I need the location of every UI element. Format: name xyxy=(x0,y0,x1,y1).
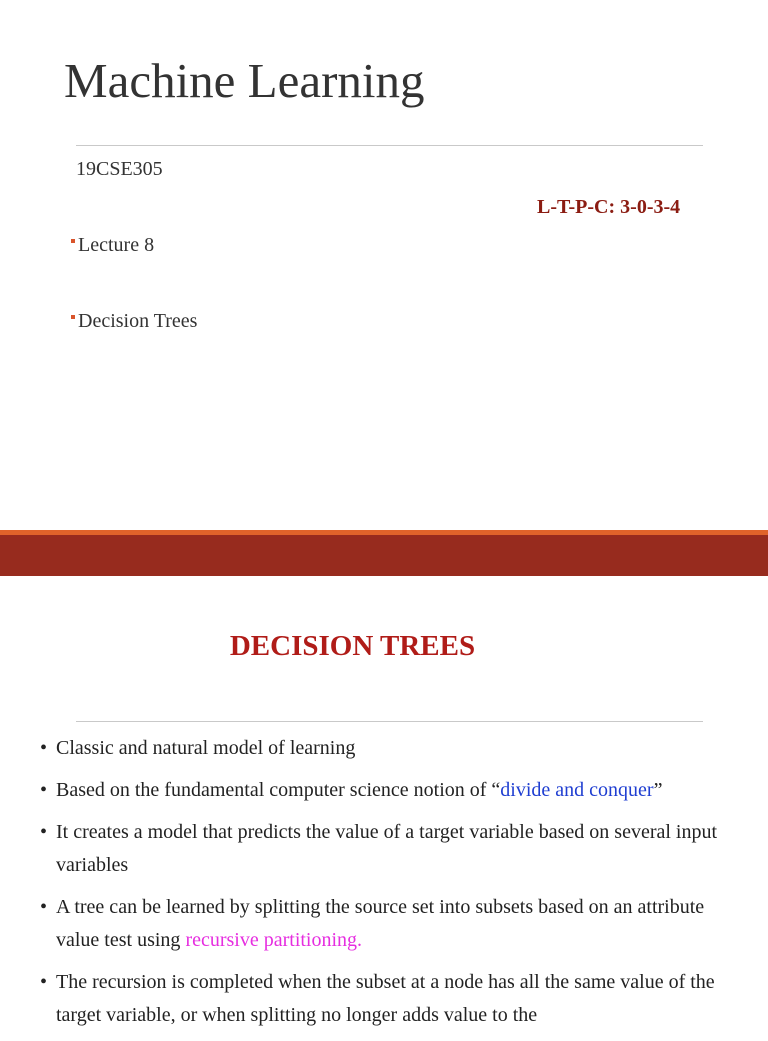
item-text: It creates a model that predicts the value of a target variable based on several input variables xyxy=(56,821,718,876)
slide2-bullet-list xyxy=(40,732,730,1041)
separator-bar-thick xyxy=(0,535,768,576)
bullet-dot-icon: • xyxy=(40,971,48,993)
slide1-bullet-topic xyxy=(71,310,197,333)
item-text-end: ” xyxy=(653,779,663,801)
item-text: Based on the fundamental computer science notion of “ xyxy=(56,779,501,801)
title-divider xyxy=(76,145,703,146)
highlight-recursive-partitioning: recursive partitioning. xyxy=(185,929,363,951)
bullet-dot-icon: • xyxy=(40,821,48,843)
item-text: The recursion is completed when the subset at a node has all the same value of the target variable, or when splitting no longer adds value to the xyxy=(56,971,715,1026)
slide-title: Machine Learning xyxy=(64,53,425,108)
bullet-text: Lecture 8 xyxy=(78,234,155,256)
bullet-dot-icon: • xyxy=(40,779,48,801)
bullet-dot-icon: • xyxy=(40,896,48,918)
course-code: 19CSE305 xyxy=(76,158,163,180)
item-text: A tree can be learned by splitting the source set into subsets based on an attribute value test using xyxy=(56,896,705,951)
ltpc-label: L-T-P-C: xyxy=(537,196,616,218)
highlight-divide-and-conquer: divide and conquer xyxy=(500,779,654,801)
list-item xyxy=(40,891,730,957)
bullet-dot-icon: • xyxy=(40,737,48,759)
list-item xyxy=(40,732,730,765)
ltpc-credits xyxy=(537,196,680,219)
bullet-text: Decision Trees xyxy=(78,310,198,332)
heading-divider xyxy=(76,721,703,722)
ltpc-value: 3-0-3-4 xyxy=(620,196,681,218)
square-bullet-icon xyxy=(71,239,75,243)
square-bullet-icon xyxy=(71,315,75,319)
list-item xyxy=(40,966,730,1032)
slide2-heading: DECISION TREES xyxy=(229,630,476,662)
item-text: Classic and natural model of learning xyxy=(56,737,356,759)
list-item xyxy=(40,816,730,882)
list-item xyxy=(40,774,730,807)
slide1-bullet-lecture xyxy=(71,234,154,257)
